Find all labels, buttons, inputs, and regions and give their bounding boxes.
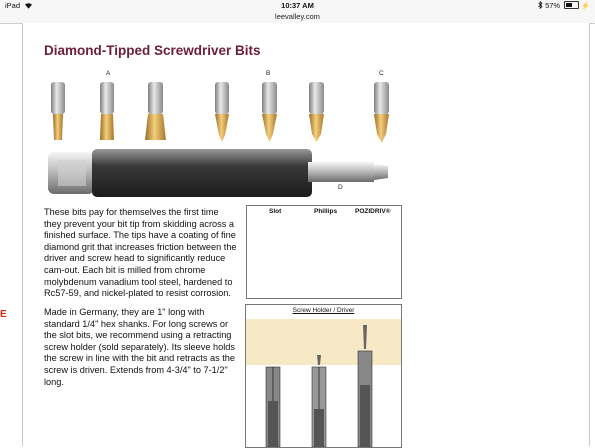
para2-line: screw is driven. Extends from 4-3/4" to 7-1/2" [44, 364, 228, 375]
clock: 10:37 AM [281, 1, 314, 10]
para2-line: the screw in line with the bit and retracts as the [44, 353, 235, 364]
para1-line: finished surface. The tips have a coating of fine [44, 230, 236, 241]
screw-holder-caption: Screw Holder / Driver [292, 307, 355, 314]
description-paragraph-2 [44, 307, 244, 388]
bluetooth-icon [538, 1, 543, 9]
para2-line: the slot bits, we recommend using a retracting [44, 330, 232, 341]
screw-holder-illustration [246, 305, 401, 447]
para1-line: driver and screw head to significantly reduce [44, 253, 226, 264]
tip-label-slot: Slot [269, 208, 282, 215]
para1-line: they prevent your bit tip from skidding across a [44, 218, 234, 229]
tip-label-phillips: Phillips [314, 208, 338, 215]
para1-line: These bits pay for themselves the first time [44, 207, 219, 217]
battery-fill [566, 3, 572, 7]
charging-icon: ⚡ [581, 3, 590, 10]
para2-line: standard 1/4" hex shanks. For long screws or [44, 318, 229, 329]
tip-comparison-figure [246, 205, 402, 299]
status-bar [0, 0, 595, 12]
description-paragraph-1 [44, 207, 244, 300]
page-title: Diamond-Tipped Screwdriver Bits [44, 43, 261, 58]
bit-label-c: C [379, 70, 384, 77]
holder-drawing-1 [266, 367, 280, 447]
holder-drawing-3 [358, 325, 372, 447]
status-right [538, 1, 590, 10]
para2-line: screw holder (sold separately). Its sleeve holds [44, 341, 235, 352]
holder-drawing-2 [312, 355, 326, 447]
para1-line: diamond grit that increases friction between the [44, 241, 237, 252]
battery-icon [564, 1, 579, 9]
tip-label-pozidriv: POZIDRIV® [355, 208, 391, 215]
screw-holder-figure [245, 304, 402, 448]
bit-label-a: A [106, 70, 111, 77]
para1-line: Rc57-59, and nickel-plated to resist corrosion. [44, 288, 231, 299]
battery-percent: 57% [545, 1, 561, 10]
side-tab-letter[interactable]: E [0, 309, 7, 320]
para2-line: long. [44, 376, 64, 387]
para1-line: molybdenum vanadium tool steel, hardened to [44, 276, 233, 287]
para2-line: Made in Germany, they are 1" long with [44, 307, 205, 317]
bit-label-b: B [266, 70, 271, 77]
device-name: iPad [5, 1, 21, 10]
bit-label-d: D [338, 184, 343, 191]
para1-line: cam-out. Each bit is milled from chrome [44, 264, 206, 275]
url-text[interactable]: leevalley.com [275, 12, 320, 21]
